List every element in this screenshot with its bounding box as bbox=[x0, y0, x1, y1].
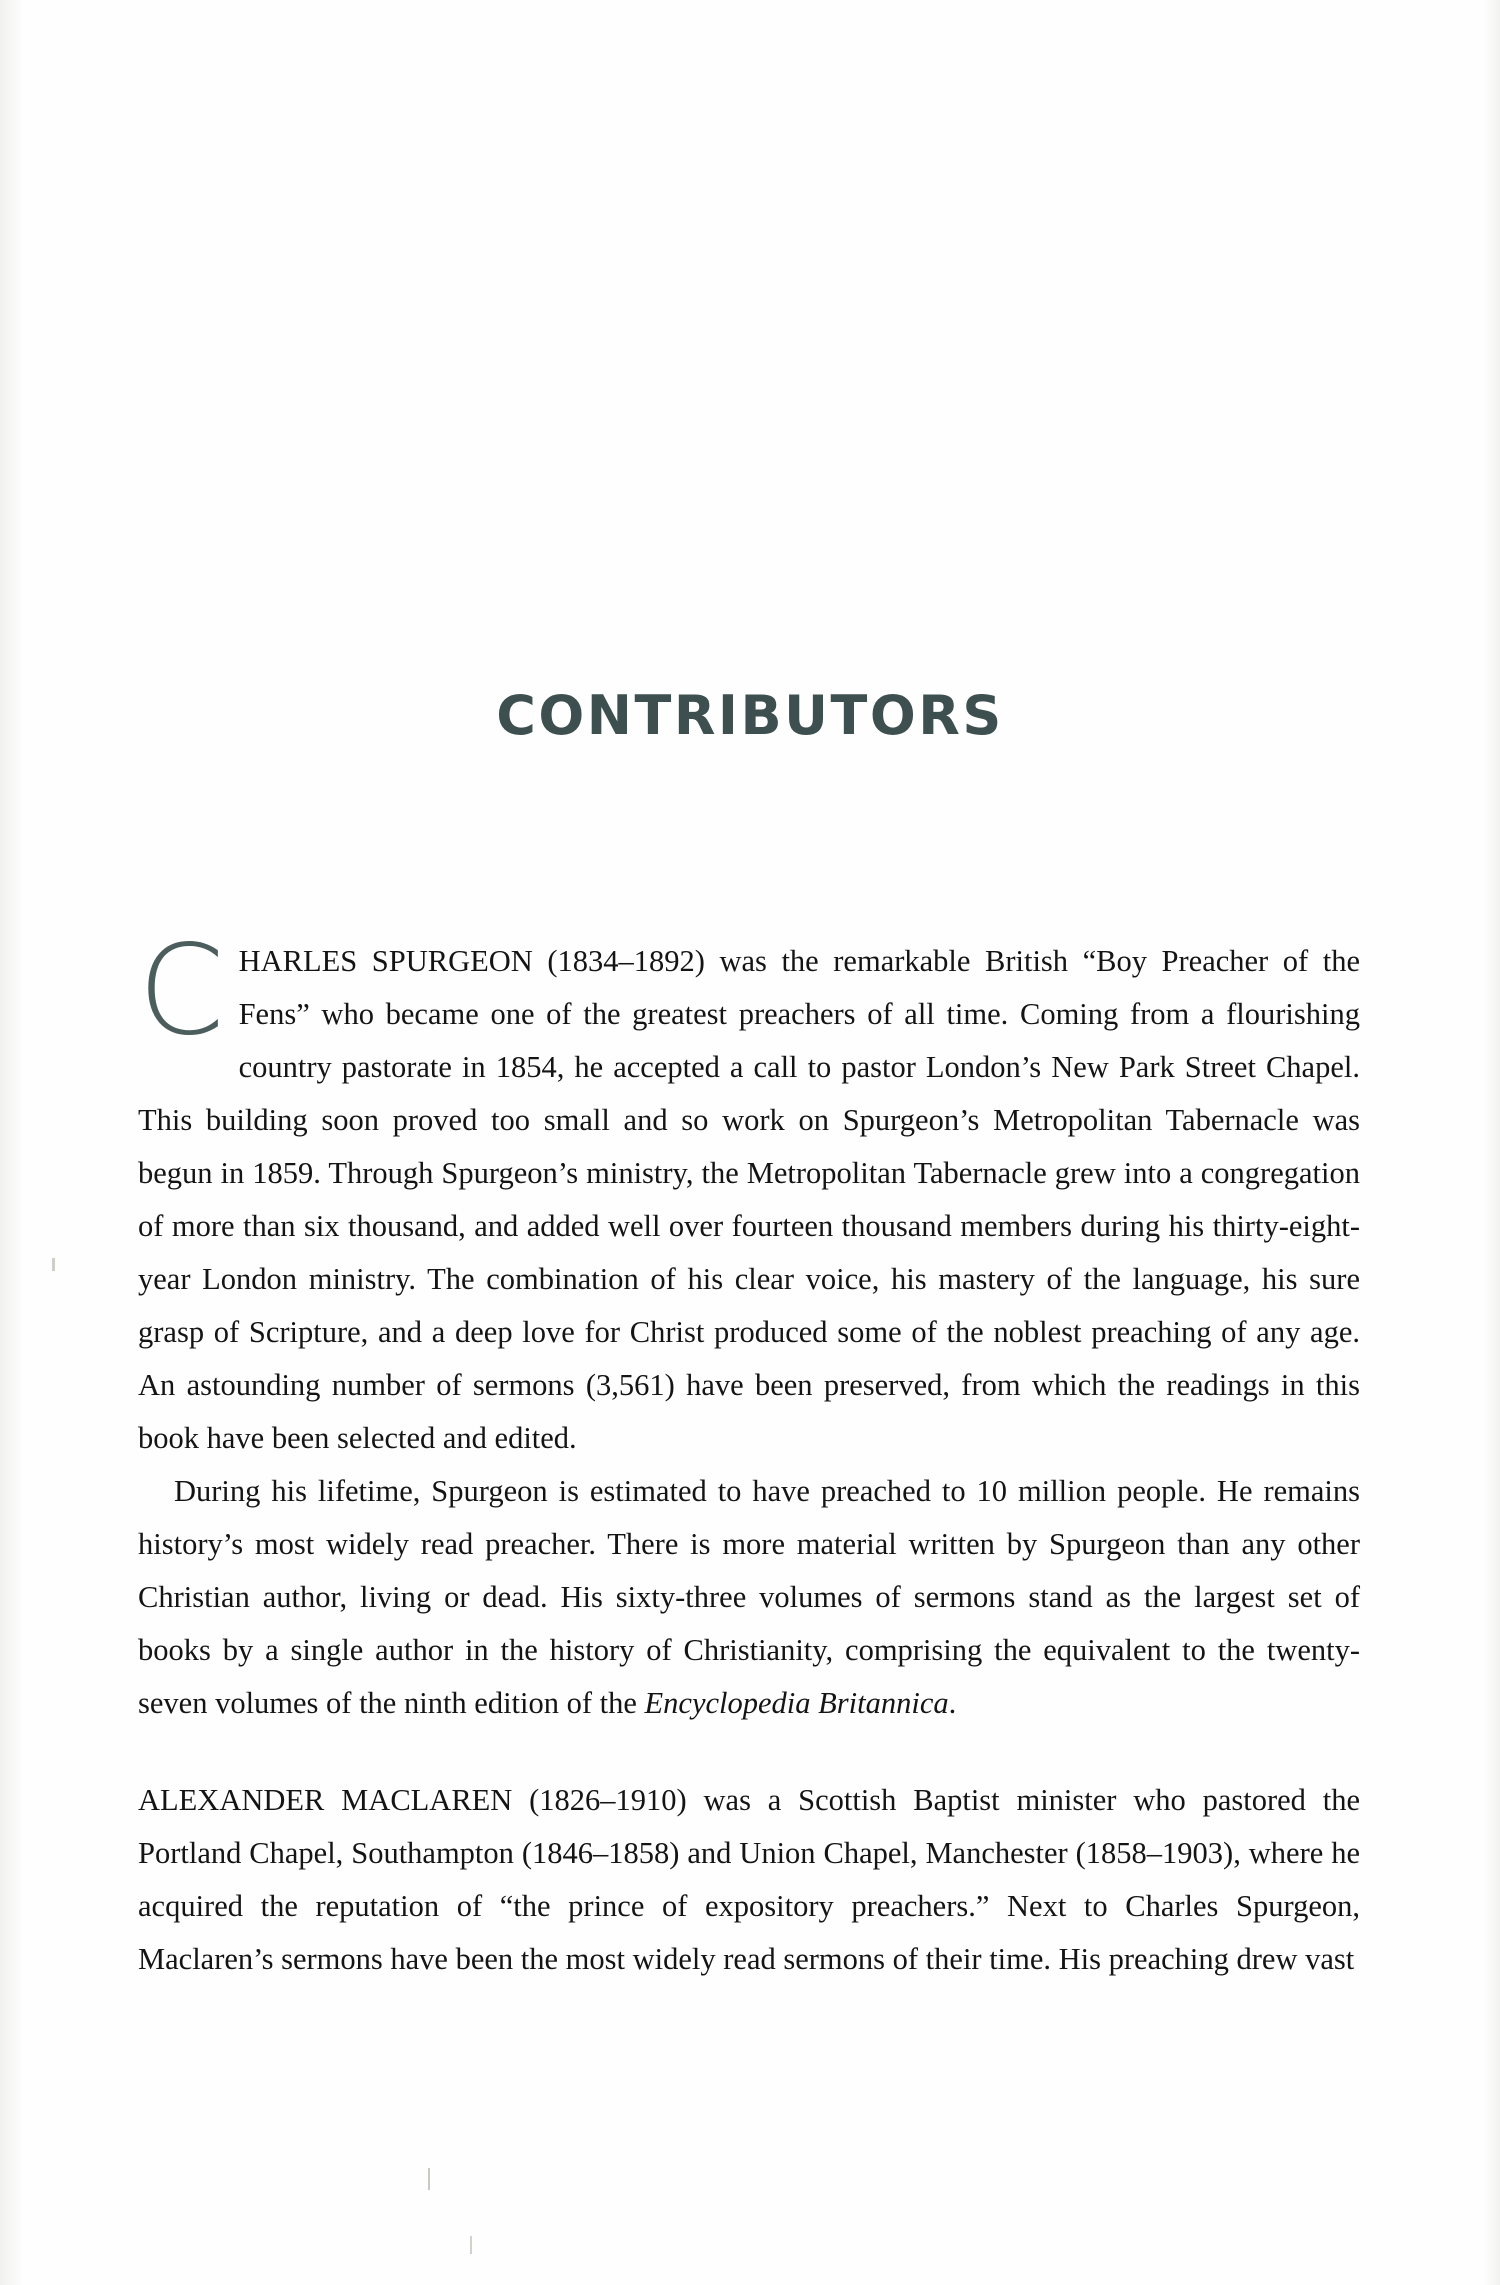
page-edge-mark bbox=[52, 1258, 55, 1271]
paragraph-text-tail: . bbox=[948, 1686, 957, 1720]
drop-cap-letter: C bbox=[138, 919, 225, 1063]
book-title-italic: Encyclopedia Britannica bbox=[644, 1686, 949, 1720]
page-footer-mark-secondary bbox=[470, 2236, 472, 2254]
paragraph-text: HARLES SPURGEON (1834–1892) was the remarkable British “Boy Preacher of the Fens” who became one of the greatest preachers of all time. Coming from a flourishing country pastorate in 1854, he accepted a call to pastor London’s New Park Street Chapel. This building soon proved too small and so work on Spurgeon’s Metropolitan Tabernacle was begun in 1859. Through Spurgeon’s ministry, the Metropolitan Tabernacle grew into a congregation of more than six thousand, and added well over fourteen thousand members during his thirty-eight-year London ministry. The combination of his clear voice, his mastery of the language, his sure grasp of Scripture, and a deep love for Christ produced some of the noblest preaching of any age. An astounding number of sermons (3,561) have been preserved, from which the readings in this book have been selected and edited. bbox=[138, 944, 1360, 1455]
paragraph-spurgeon-legacy bbox=[138, 1465, 1360, 1730]
paragraph-spurgeon-intro bbox=[138, 919, 1360, 1465]
paragraph-text-lead: During his lifetime, Spurgeon is estimated to have preached to 10 million people. He remains history’s most widely read preacher. There is more material written by Spurgeon than any other Christian author, living or dead. His sixty-three volumes of sermons stand as the largest set of books by a single author in the history of Christianity, comprising the equivalent to the twenty-seven volumes of the ninth edition of the bbox=[138, 1474, 1360, 1720]
page-title: CONTRIBUTORS bbox=[496, 684, 1004, 748]
paragraph-maclaren bbox=[138, 1774, 1360, 1986]
page-body bbox=[138, 919, 1360, 1986]
paragraph-text: ALEXANDER MACLAREN (1826–1910) was a Scottish Baptist minister who pastored the Portland Chapel, Southampton (1846–1858) and Union Chapel, Manchester (1858–1903), where he acquired the reputation of “the prince of expository preachers.” Next to Charles Spurgeon, Maclaren’s sermons have been the most widely read sermons of their time. His preaching drew vast bbox=[138, 1783, 1360, 1976]
page-footer-mark bbox=[428, 2168, 430, 2190]
